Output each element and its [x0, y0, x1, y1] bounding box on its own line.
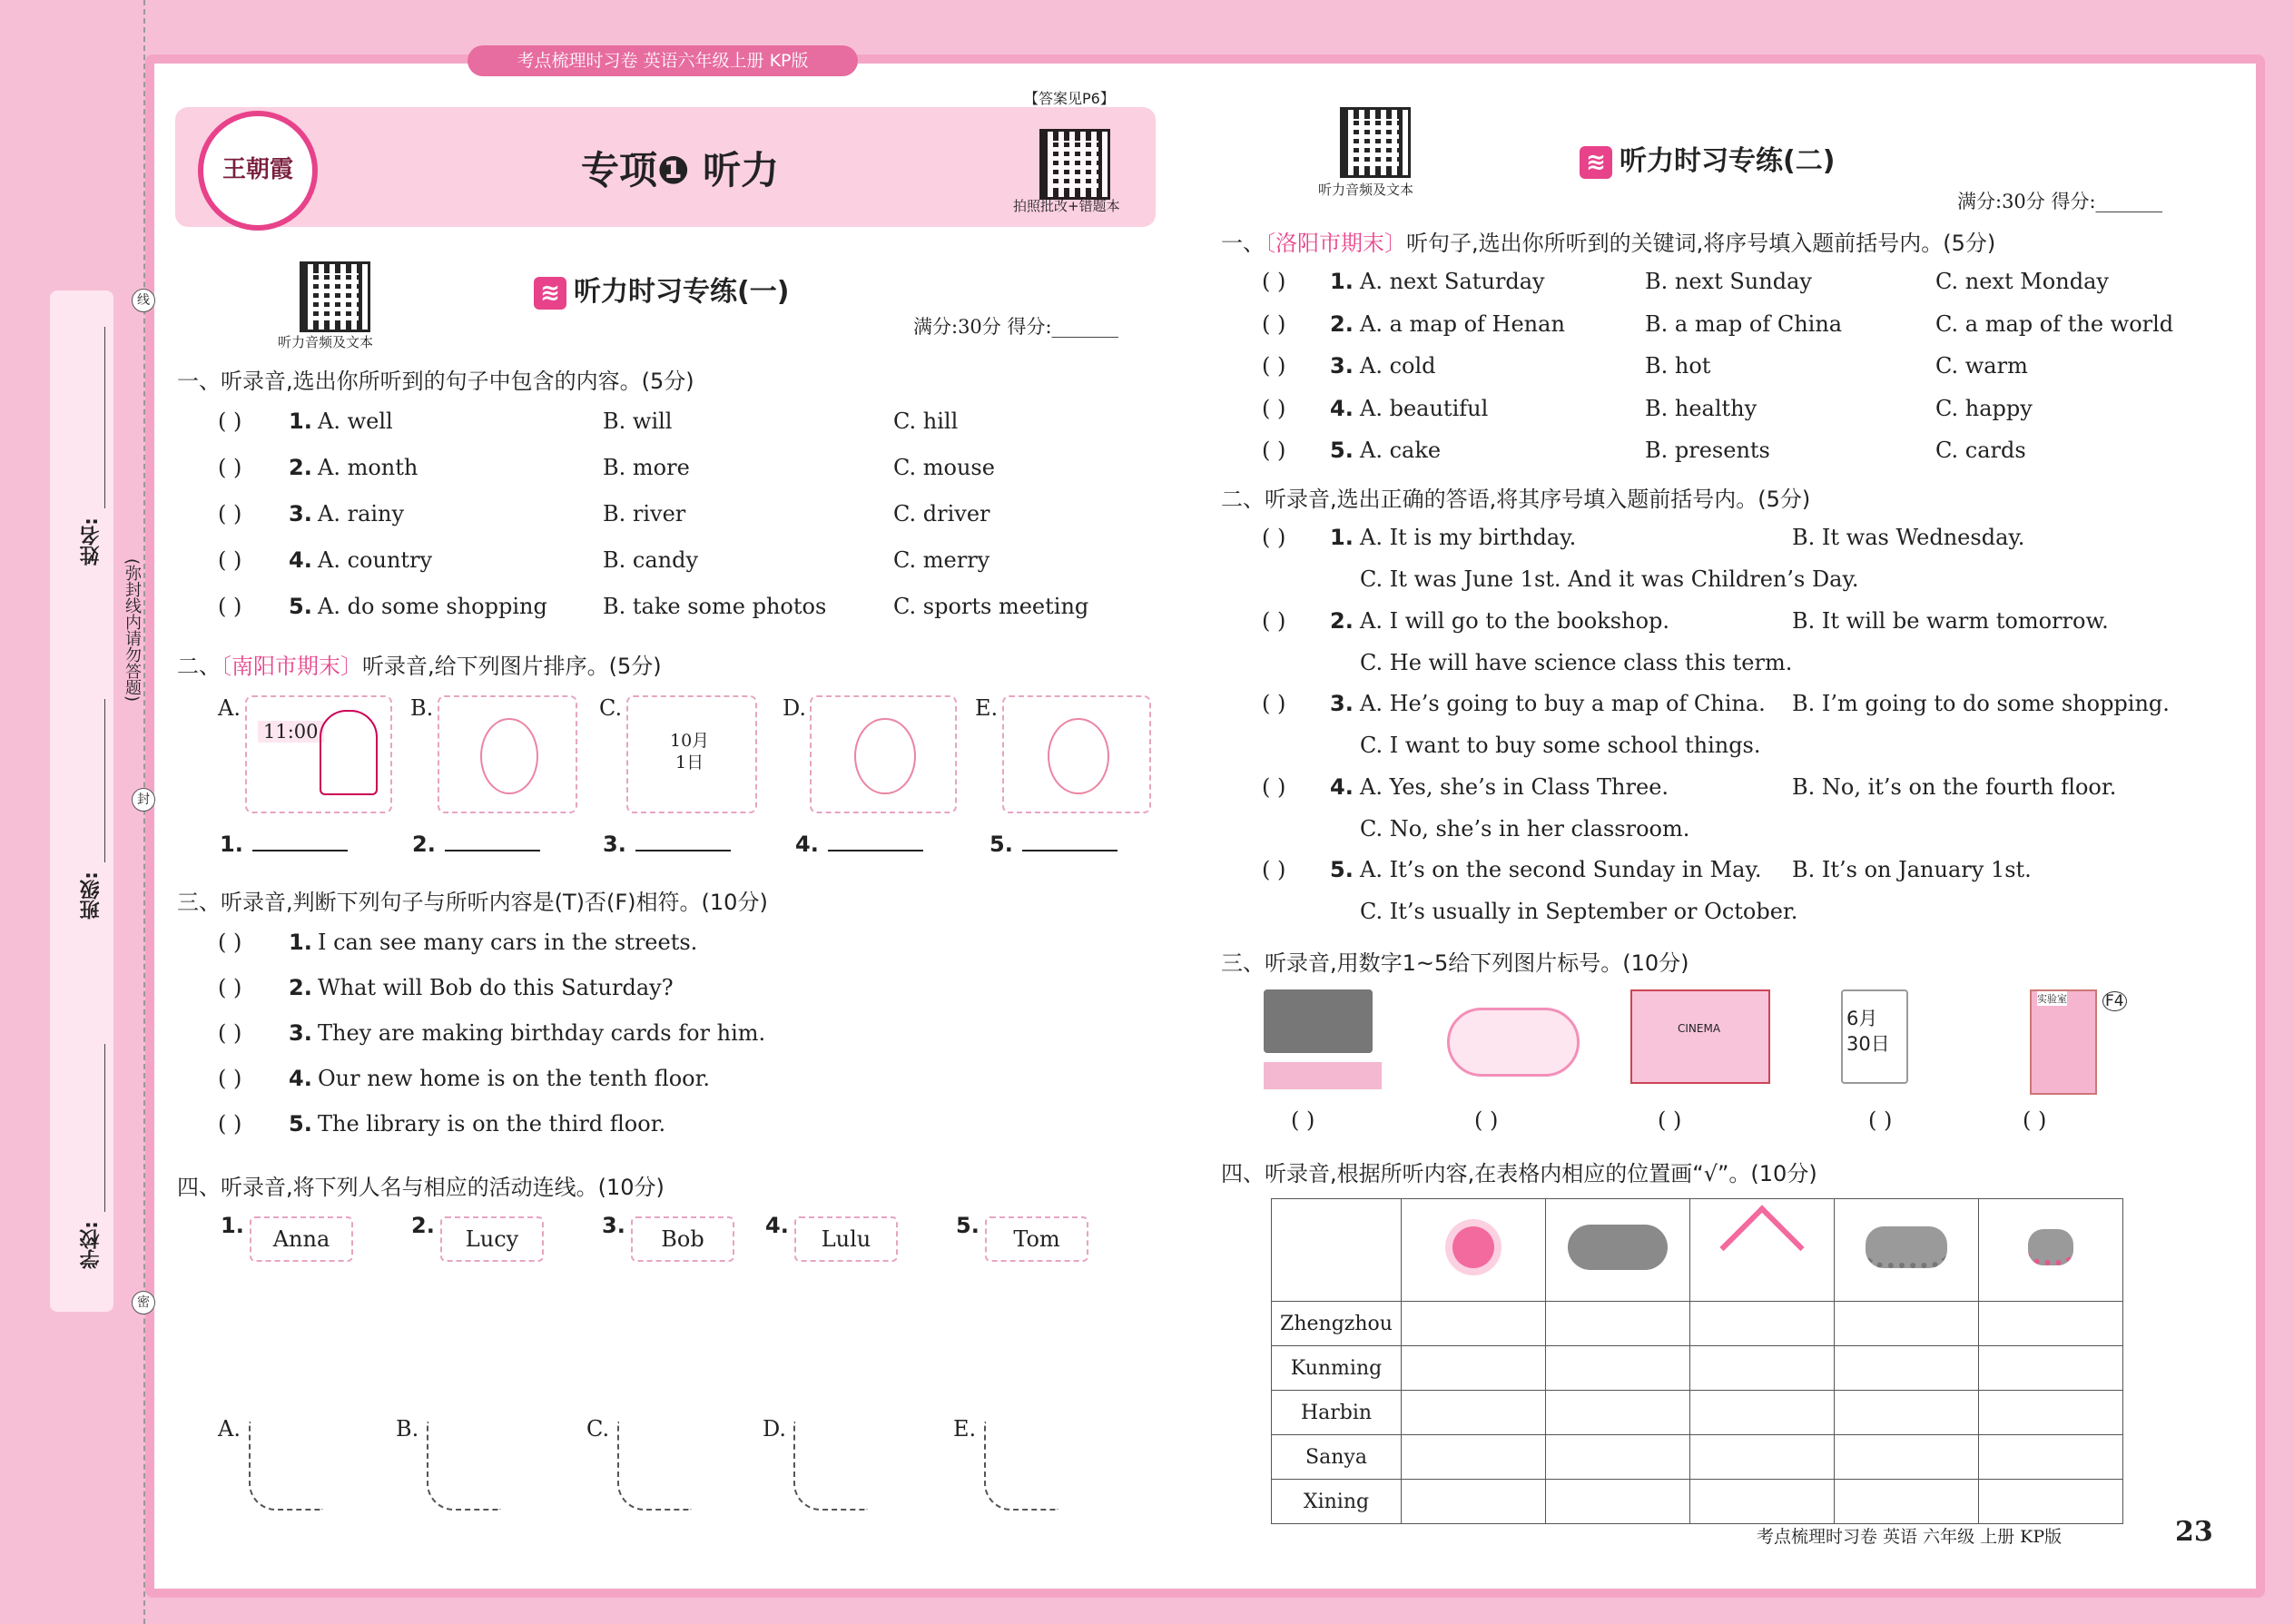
answer-bracket[interactable]: ( ) [218, 547, 242, 573]
check-cell[interactable] [1690, 1480, 1835, 1524]
question-heading: 四、听录音,根据所听内容,在表格内相应的位置画“√”。(10分) [1221, 1161, 1817, 1186]
picture-sketch-icon [480, 718, 538, 795]
section-title-1 [534, 269, 789, 310]
option-c: C. No, she’s in her classroom. [1360, 815, 1690, 842]
option-a: A. rainy [318, 501, 405, 527]
weather-header-cell [1979, 1199, 2123, 1302]
check-cell[interactable] [1979, 1391, 2123, 1435]
picture-sketch-icon [854, 718, 915, 795]
stick-figure-icon [793, 1422, 868, 1511]
check-cell[interactable] [1835, 1302, 1979, 1346]
picture [1264, 989, 1400, 1091]
answer-bracket[interactable]: ( ) [218, 1066, 242, 1091]
binding-note: (弥封线内请勿答题) [123, 558, 142, 703]
question-heading: 二、听录音,选出正确的答语,将其序号填入题前括号内。(5分) [1221, 487, 1811, 512]
activity-label: A. [218, 1416, 241, 1442]
item-number: 4. [289, 1066, 312, 1091]
picture-label: A. [218, 695, 241, 721]
item-number: 2. [411, 1213, 435, 1238]
item-number: 2. [1330, 607, 1354, 634]
picture [1841, 989, 1977, 1091]
option-b: B. a map of China [1645, 310, 1843, 337]
option-c: C. sports meeting [893, 594, 1089, 619]
floor-sign: F4 [2102, 991, 2127, 1011]
order-blank[interactable]: 1. [220, 832, 348, 857]
option-c: C. It was June 1st. And it was Children’s Day. [1360, 566, 1859, 592]
option-c: C. a map of the world [1935, 310, 2174, 337]
cut-mark-seal: 封 [132, 788, 155, 812]
calendar-text: 6月 30日 [1846, 1008, 1890, 1055]
option-a: A. well [318, 408, 393, 434]
score-line: 满分:30分 得分:_______ [1957, 191, 2163, 212]
answer-bracket[interactable]: ( ) [1262, 857, 1286, 882]
option-c: C. mouse [893, 455, 995, 480]
question-heading: 四、听录音,将下列人名与相应的活动连线。(10分) [177, 1175, 665, 1200]
item-number: 1. [221, 1213, 244, 1238]
cinema-sign: CINEMA [1678, 1022, 1721, 1035]
option-b: B. candy [603, 547, 699, 573]
section-title-text: 听力时习专练(一) [574, 276, 790, 308]
check-cell[interactable] [1835, 1391, 1979, 1435]
picture-label: C. [599, 695, 623, 721]
check-cell[interactable] [1546, 1391, 1690, 1435]
option-a: A. He’s going to buy a map of China. [1360, 691, 1766, 716]
page-title: 专项❶ 听力 [581, 148, 780, 192]
stick-figure-icon [984, 1422, 1058, 1511]
class-line [104, 699, 105, 862]
item-number: 1. [289, 930, 312, 955]
option-c: C. happy [1935, 395, 2033, 421]
option-a: A. cold [1360, 353, 1436, 379]
top-banner: 考点梳理时习卷 英语六年级上册 KP版 [468, 45, 858, 76]
clock-text: 11:00 [258, 721, 324, 743]
picture-label: D. [783, 695, 807, 721]
weather-header-cell [1402, 1199, 1546, 1302]
name-box: Bob [631, 1216, 734, 1262]
picture-box [438, 695, 577, 813]
section-title-2 [1580, 138, 1835, 179]
city-cell: Zhengzhou [1272, 1302, 1402, 1346]
city-cell: Sanya [1272, 1435, 1402, 1480]
answer-bracket[interactable]: ( ) [218, 1020, 242, 1046]
question-heading: 三、听录音,判断下列句子与所听内容是(T)否(F)相符。(10分) [177, 890, 768, 915]
answer-bracket[interactable]: ( ) [1262, 310, 1286, 337]
option-b: B. It was Wednesday. [1792, 525, 2025, 550]
option-a: A. month [318, 455, 418, 480]
reading-boy-icon [320, 710, 378, 795]
item-number: 4. [289, 547, 312, 573]
item-number: 2. [289, 455, 312, 480]
check-cell[interactable] [1402, 1435, 1546, 1480]
cut-mark-secret: 密 [132, 1291, 155, 1314]
option-c: C. warm [1935, 353, 2028, 379]
answer-bracket[interactable]: ( ) [218, 501, 242, 527]
picture [1447, 989, 1583, 1091]
picture [1630, 989, 1767, 1091]
logo-text: 王朝霞 [222, 156, 293, 183]
item-number: 2. [289, 975, 312, 1000]
answer-bracket[interactable]: ( ) [218, 975, 242, 1000]
rainy-icon [1866, 1226, 1947, 1268]
check-cell[interactable] [1402, 1480, 1546, 1524]
question-heading: 一、〔洛阳市期末〕听句子,选出你所听到的关键词,将序号填入题前括号内。(5分) [1221, 231, 1996, 256]
city-cell: Xining [1272, 1480, 1402, 1524]
name-box: Lucy [440, 1216, 544, 1262]
name-box: Anna [250, 1216, 353, 1262]
publisher-logo [198, 111, 318, 231]
statement-text: What will Bob do this Saturday? [318, 975, 674, 1000]
cloud-icon [1447, 1008, 1580, 1077]
school-line [104, 1044, 105, 1212]
option-a: A. beautiful [1360, 395, 1489, 421]
picture-box [1002, 695, 1151, 813]
footer-text: 考点梳理时习卷 英语 六年级 上册 KP版 [1757, 1527, 2063, 1547]
option-b: B. presents [1645, 438, 1770, 463]
answer-bracket[interactable]: ( ) [1262, 353, 1286, 379]
picture-label: E. [975, 695, 999, 721]
check-cell[interactable] [1979, 1480, 2123, 1524]
item-number: 4. [765, 1213, 789, 1238]
activity-label: D. [763, 1416, 787, 1442]
picture-box [245, 695, 392, 813]
stick-figure-icon [249, 1422, 323, 1511]
section-title-text: 听力时习专练(二) [1620, 145, 1836, 177]
table-corner [1272, 1199, 1402, 1302]
table-icon [1264, 1062, 1382, 1089]
item-number: 3. [289, 1020, 312, 1046]
wave-icon: ≋ [534, 277, 566, 310]
weather-header-cell [1835, 1199, 1979, 1302]
answer-bracket[interactable]: ( ) [1474, 1107, 1499, 1133]
item-number: 5. [289, 594, 312, 619]
check-cell[interactable] [1979, 1435, 2123, 1480]
sunny-icon [1452, 1226, 1494, 1268]
option-b: B. It will be warm tomorrow. [1792, 607, 2109, 634]
option-b: B. river [603, 501, 686, 527]
answer-bracket[interactable]: ( ) [1658, 1107, 1682, 1133]
check-cell[interactable] [1835, 1346, 1979, 1391]
source-tag: 〔南阳市期末〕 [221, 654, 362, 679]
question-heading: 二、〔南阳市期末〕听录音,给下列图片排序。(5分) [177, 654, 662, 679]
name-line [104, 327, 105, 508]
weather-header-cell [1690, 1199, 1835, 1302]
option-a: A. do some shopping [318, 594, 547, 619]
check-cell[interactable] [1835, 1480, 1979, 1524]
option-b: B. hot [1645, 353, 1711, 379]
answer-bracket[interactable]: ( ) [1262, 607, 1286, 634]
class-label: 班级: [80, 871, 103, 920]
option-a: A. I will go to the bookshop. [1360, 607, 1670, 634]
answer-bracket[interactable]: ( ) [1291, 1107, 1315, 1133]
check-cell[interactable] [1546, 1302, 1690, 1346]
picture-sketch-icon [1048, 718, 1109, 795]
option-c: C. next Monday [1935, 269, 2109, 294]
option-c: C. cards [1935, 438, 2026, 463]
item-number: 4. [1330, 773, 1354, 800]
item-number: 2. [1330, 310, 1354, 337]
option-a: A. It is my birthday. [1360, 525, 1577, 550]
item-number: 1. [1330, 525, 1354, 550]
check-cell[interactable] [1979, 1302, 2123, 1346]
option-c: C. He will have science class this term. [1360, 649, 1793, 675]
city-cell: Kunming [1272, 1346, 1402, 1391]
check-cell[interactable] [1546, 1435, 1690, 1480]
blackboard-icon [1264, 989, 1373, 1053]
option-a: A. It’s on the second Sunday in May. [1360, 857, 1762, 882]
item-number: 3. [289, 501, 312, 527]
check-cell[interactable] [1546, 1346, 1690, 1391]
source-tag: 〔洛阳市期末〕 [1265, 231, 1406, 256]
stick-figure-icon [427, 1422, 501, 1511]
page-number: 23 [2175, 1516, 2213, 1548]
qr-code-icon [300, 261, 370, 332]
question-heading: 三、听录音,用数字1~5给下列图片标号。(10分) [1221, 950, 1689, 976]
item-number: 1. [1330, 269, 1354, 294]
qr-caption: 听力音频及文本 [1318, 182, 1414, 198]
picture [2030, 989, 2097, 1095]
check-cell[interactable] [1690, 1302, 1835, 1346]
option-a: A. cake [1360, 438, 1442, 463]
statement-text: They are making birthday cards for him. [318, 1020, 766, 1046]
picture-label: B. [410, 695, 434, 721]
option-b: B. will [603, 408, 673, 434]
qr-code-icon [1039, 129, 1110, 200]
option-a: A. country [318, 547, 433, 573]
item-number: 5. [1330, 857, 1354, 882]
question-heading: 一、听录音,选出你所听到的句子中包含的内容。(5分) [177, 369, 694, 394]
snowy-icon [2028, 1229, 2073, 1265]
answer-bracket[interactable]: ( ) [218, 930, 242, 955]
answer-bracket[interactable]: ( ) [1262, 525, 1286, 550]
item-number: 1. [289, 408, 312, 434]
item-number: 3. [1330, 691, 1354, 716]
option-b: B. healthy [1645, 395, 1757, 421]
check-cell[interactable] [1979, 1346, 2123, 1391]
answer-bracket[interactable]: ( ) [218, 1111, 242, 1137]
weather-table [1271, 1198, 2123, 1524]
picture-box [810, 695, 957, 813]
calendar-text: 10月 1日 [670, 731, 710, 773]
check-cell[interactable] [1402, 1391, 1546, 1435]
option-a: A. Yes, she’s in Class Three. [1360, 773, 1669, 800]
check-cell[interactable] [1835, 1435, 1979, 1480]
activity-label: C. [586, 1416, 610, 1442]
answer-bracket[interactable]: ( ) [218, 408, 242, 434]
cut-mark-line: 线 [132, 289, 155, 312]
activity-label: B. [396, 1416, 419, 1442]
option-b: B. It’s on January 1st. [1792, 857, 2032, 882]
name-box: Lulu [794, 1216, 898, 1262]
item-number: 5. [1330, 438, 1354, 463]
option-c: C. hill [893, 408, 959, 434]
name-box: Tom [985, 1216, 1088, 1262]
statement-text: The library is on the third floor. [318, 1111, 666, 1137]
statement-text: Our new home is on the tenth floor. [318, 1066, 711, 1091]
check-cell[interactable] [1690, 1435, 1835, 1480]
order-blank[interactable]: 4. [795, 832, 923, 857]
item-number: 3. [1330, 353, 1354, 379]
statement-text: I can see many cars in the streets. [318, 930, 698, 955]
answer-bracket[interactable]: ( ) [2023, 1107, 2047, 1133]
lab-sign: 实验室 [2037, 993, 2067, 1005]
answer-bracket[interactable]: ( ) [218, 455, 242, 480]
option-b: B. I’m going to do some shopping. [1792, 691, 2170, 716]
item-number: 4. [1330, 395, 1354, 421]
weather-header-cell [1546, 1199, 1690, 1302]
order-blank[interactable]: 5. [989, 832, 1117, 857]
order-blank[interactable]: 3. [603, 832, 731, 857]
option-b: B. next Sunday [1645, 269, 1812, 294]
item-number: 5. [289, 1111, 312, 1137]
item-number: 5. [956, 1213, 980, 1238]
check-cell[interactable] [1546, 1480, 1690, 1524]
option-c: C. I want to buy some school things. [1360, 733, 1761, 758]
option-c: C. driver [893, 501, 990, 527]
check-cell[interactable] [1402, 1302, 1546, 1346]
answer-bracket[interactable]: ( ) [1262, 691, 1286, 716]
cinema-building-icon [1630, 989, 1770, 1084]
picture-box [626, 695, 757, 813]
city-cell: Harbin [1272, 1391, 1402, 1435]
option-b: B. more [603, 455, 690, 480]
score-line: 满分:30分 得分:_______ [913, 316, 1119, 338]
option-a: A. a map of Henan [1360, 310, 1565, 337]
cloudy-icon [1568, 1225, 1668, 1270]
answer-bracket[interactable]: ( ) [1262, 773, 1286, 800]
answer-bracket[interactable]: ( ) [1262, 269, 1286, 294]
answer-bracket[interactable]: ( ) [1262, 438, 1286, 463]
check-cell[interactable] [1690, 1346, 1835, 1391]
answer-bracket[interactable]: ( ) [218, 594, 242, 619]
qr-code-icon [1340, 107, 1411, 178]
option-b: B. take some photos [603, 594, 827, 619]
answer-bracket[interactable]: ( ) [1868, 1107, 1893, 1133]
cut-line [143, 0, 145, 1624]
answer-reference: 【答案见P6】 [1024, 90, 1115, 107]
school-label: 学校: [80, 1221, 103, 1269]
name-label: 姓名: [80, 517, 103, 566]
order-blank[interactable]: 2. [412, 832, 540, 857]
wave-icon: ≋ [1580, 146, 1612, 179]
option-a: A. next Saturday [1360, 269, 1545, 294]
qr-caption: 拍照批改+错题本 [1013, 198, 1120, 214]
windy-icon [1719, 1205, 1804, 1289]
stick-figure-icon [617, 1422, 692, 1511]
option-c: C. It’s usually in September or October. [1360, 899, 1798, 924]
activity-label: E. [953, 1416, 977, 1442]
check-cell[interactable] [1402, 1346, 1546, 1391]
item-number: 3. [602, 1213, 625, 1238]
qr-caption: 听力音频及文本 [278, 334, 374, 350]
option-c: C. merry [893, 547, 990, 573]
check-cell[interactable] [1690, 1391, 1835, 1435]
answer-bracket[interactable]: ( ) [1262, 395, 1286, 421]
option-b: B. No, it’s on the fourth floor. [1792, 773, 2117, 800]
